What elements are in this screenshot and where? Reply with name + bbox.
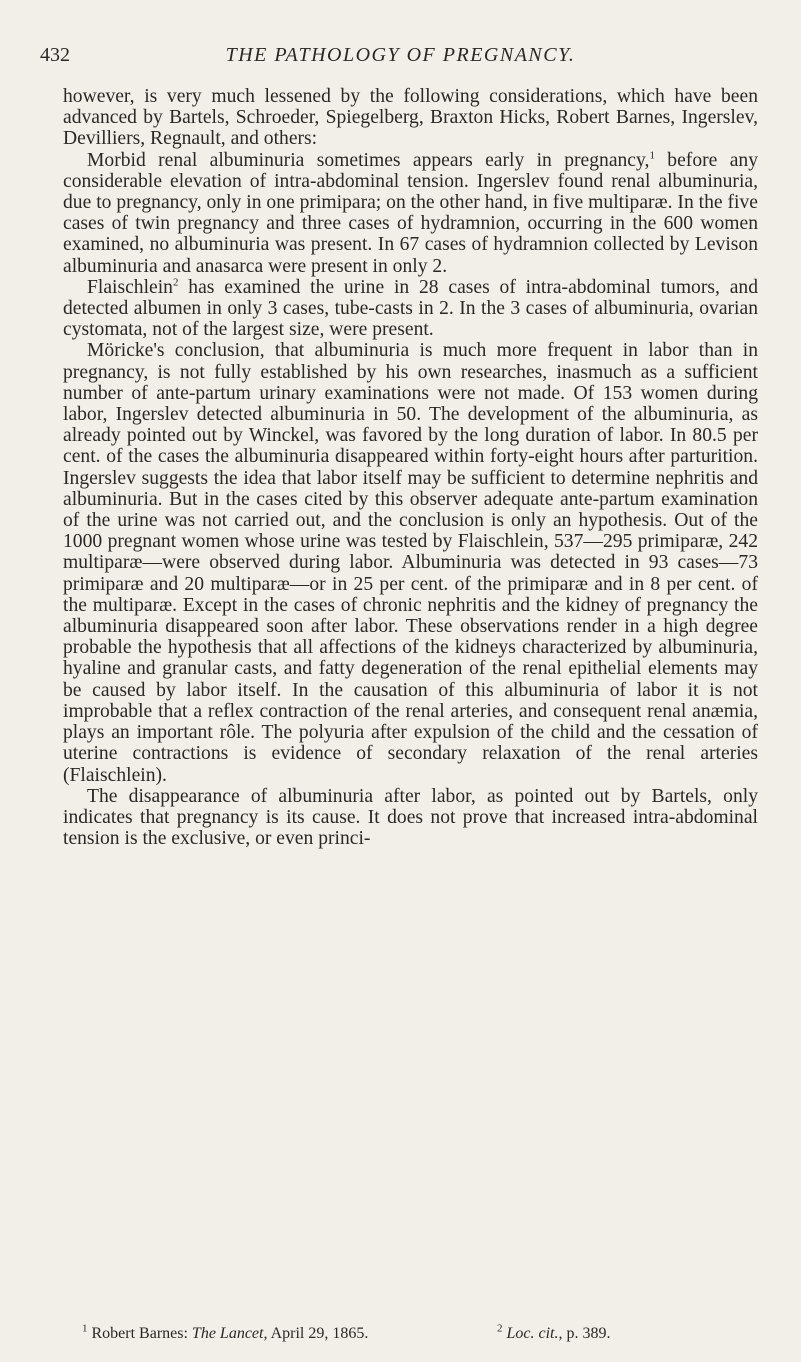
paragraph: Flaischlein$^2$ has examined the urine in 28 cases of intra-abdominal tumors, and detected albumen in only 3 cases, tube-casts in 2. In the 3 cases of albuminuria, ovarian cystomata, not of the largest size, were present. [63, 276, 758, 341]
running-header [0, 44, 801, 72]
footnote: $^2$ Loc. cit., p. 389. [497, 1322, 611, 1342]
running-title: THE PATHOLOGY OF PREGNANCY. [225, 44, 576, 66]
paragraph: The disappearance of albuminuria after labor, as pointed out by Bartels, only indicates that pregnancy is its cause. It does not prove that increased intra-abdominal tension is the exclusive, or even princi- [63, 785, 758, 850]
body-text [63, 86, 758, 849]
page-number: 432 [40, 44, 70, 66]
footnote-ref: 2 [172, 276, 179, 289]
paragraph: Morbid renal albuminuria sometimes appears early in pregnancy,$^1$ before any considerable elevation of intra-abdominal tension. Ingerslev found renal albuminuria, due to pregnancy, only in one primipara; on the other hand, in five multiparæ. In the five cases of twin pregnancy and three cases of hydramnion, occurring in the 600 women examined, no albuminuria was present. In 67 cases of hydramnion collected by Levison albuminuria and anasarca were present in only 2. [63, 149, 758, 277]
paragraph: Möricke's conclusion, that albuminuria is much more frequent in labor than in pregnancy, is not fully established by his own researches, inasmuch as a sufficient number of ante-partum urinary examinations were not made. Of 153 women during labor, Ingerslev detected albuminuria in 50. The development of the albuminuria, as already pointed out by Winckel, was favored by the long duration of labor. In 80.5 per cent. of the cases the albuminuria disappeared within forty-eight hours after parturition. Ingerslev suggests the idea that labor itself may be sufficient to determine nephritis and albuminuria. But in the cases cited by this observer adequate ante-partum examination of the urine was not carried out, and the conclusion is only an hypothesis. Out of the 1000 pregnant women whose urine was tested by Flaischlein, 537—295 primiparæ, 242 multiparæ—were observed during labor. Albuminuria was detected in 93 cases—73 primiparæ and 20 multiparæ—or in 25 per cent. of the primiparæ and in 8 per cent. of the multiparæ. Except in the cases of chronic nephritis and the kidney of pregnancy the albuminuria disappeared soon after labor. These observations render in a high degree probable the hypothesis that all affections of the kidneys characterized by albuminuria, hyaline and granular casts, and fatty degeneration of the renal epithelial elements may be caused by labor itself. In the causation of this albuminuria of labor it is not improbable that a reflex contraction of the renal arteries, and consequent renal anæmia, plays an important rôle. The polyuria after expulsion of the child and the cessation of uterine contractions is evidence of secondary relaxation of the renal arteries (Flaischlein). [63, 340, 758, 786]
footnote: $^1$ Robert Barnes: The Lancet, April 29, 1865. [82, 1322, 369, 1342]
footnotes [82, 1322, 758, 1345]
paragraph: however, is very much lessened by the following considerations, which have been advanced by Bartels, Schroeder, Spiegelberg, Braxton Hicks, Robert Barnes, Ingerslev, Devilliers, Regnault, and others: [63, 86, 758, 150]
footnote-ref: 1 [649, 149, 655, 162]
